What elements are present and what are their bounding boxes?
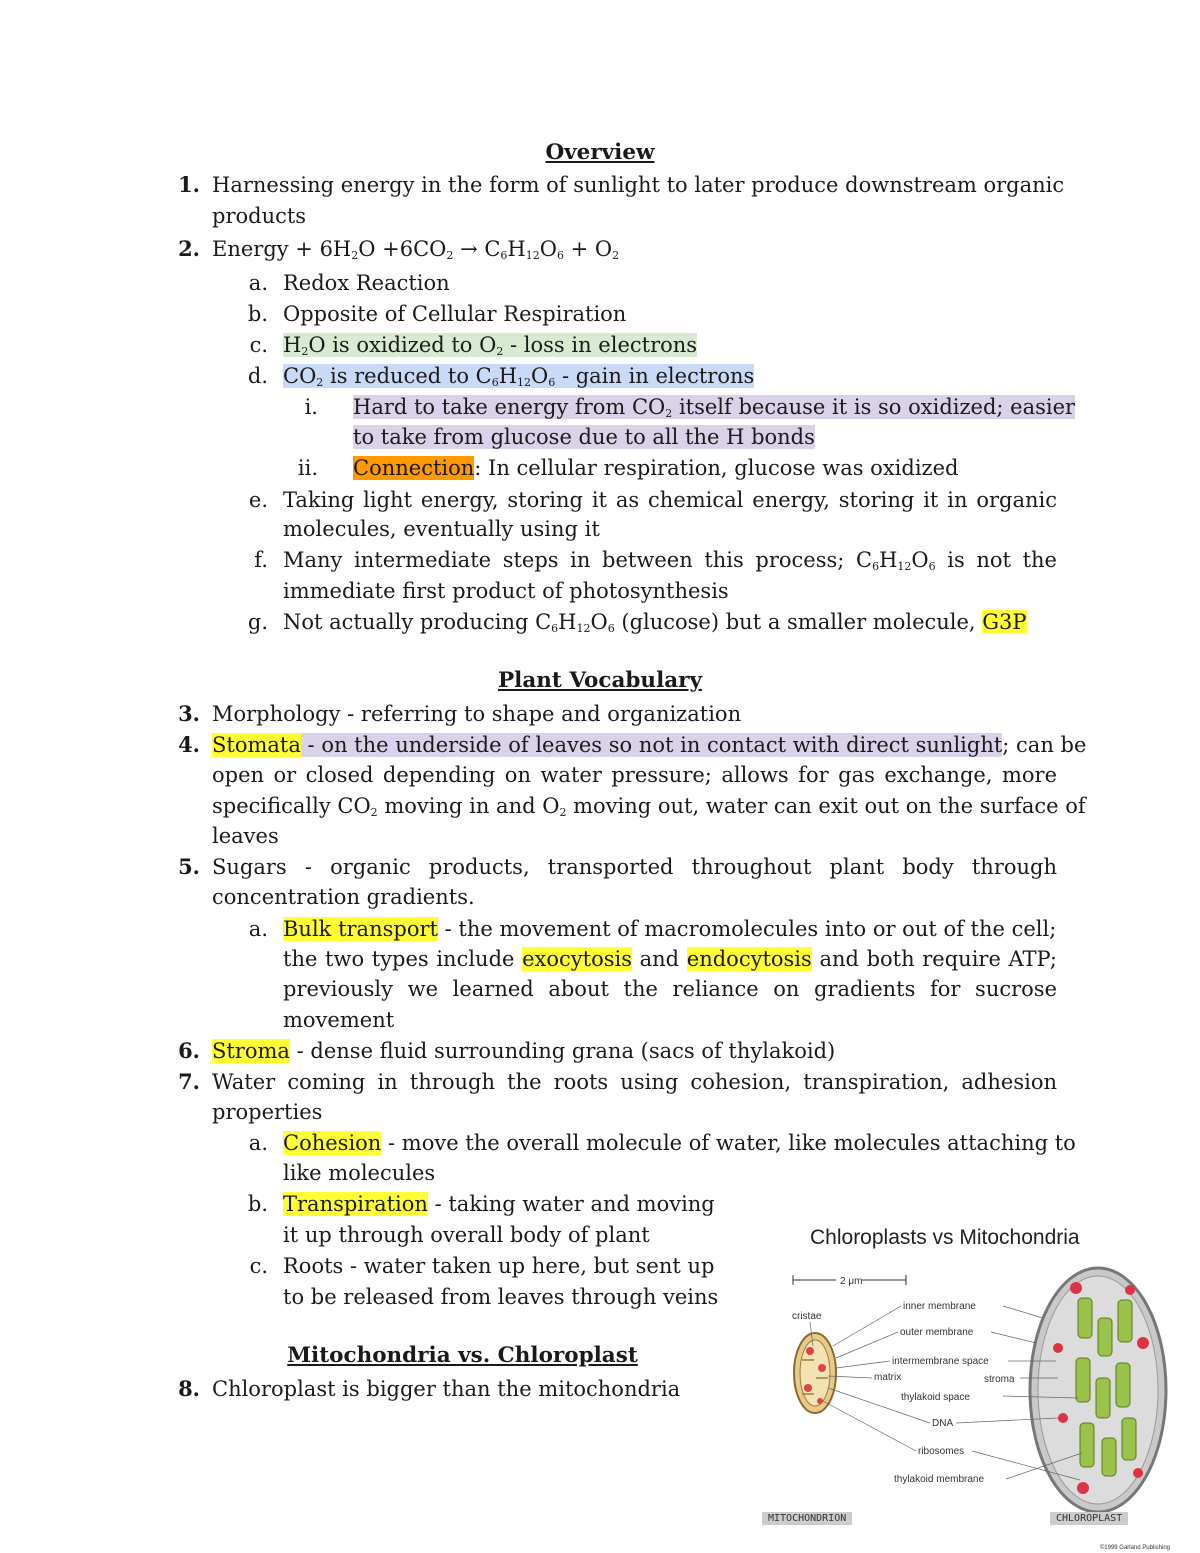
- label-dna: DNA: [932, 1418, 954, 1429]
- item-number: 8.: [178, 1376, 200, 1401]
- sub-letter: c.: [249, 1254, 268, 1278]
- item-number: 5.: [178, 854, 200, 879]
- item-number: 6.: [178, 1038, 200, 1063]
- item-2e-line-2: molecules, eventually using it: [283, 517, 600, 541]
- sub-letter: b.: [247, 302, 268, 326]
- figure-diagram: [758, 1218, 1178, 1553]
- item-2e-line-1: Taking light energy, storing it as chemical energy, storing it in organic: [283, 488, 1057, 512]
- item-7c-line-1: Roots - water taken up here, but sent up: [283, 1254, 715, 1278]
- item-3: Morphology - referring to shape and organization: [212, 702, 742, 726]
- label-inner-membrane: inner membrane: [903, 1301, 976, 1312]
- item-7-line-2: properties: [212, 1100, 323, 1124]
- mito-chloro-heading: Mitochondria vs. Chloroplast: [287, 1343, 638, 1368]
- item-4-line-1: Stomata - on the underside of leaves so not in contact with direct sunlight; can be: [212, 733, 1087, 757]
- mitochondrion-inner: [800, 1340, 830, 1406]
- item-7c-line-2: to be released from leaves through veins: [283, 1285, 719, 1309]
- scale-label: 2 μm: [840, 1276, 863, 1287]
- item-2d-i-line-2: to take from glucose due to all the H bonds: [353, 425, 815, 449]
- item-2g: Not actually producing $C_6H_{12}O_6$ (glucose) but a smaller molecule, G3P: [283, 610, 1027, 635]
- item-2b: Opposite of Cellular Respiration: [283, 302, 627, 326]
- sub-letter: d.: [247, 364, 268, 388]
- item-4-line-2: open or closed depending on water pressure; allows for gas exchange, more: [212, 763, 1057, 787]
- item-1-line-1: Harnessing energy in the form of sunlight to later produce downstream organic: [212, 173, 1065, 197]
- item-2d-ii: Connection: In cellular respiration, glucose was oxidized: [353, 456, 959, 480]
- item-5a-line-4: movement: [283, 1008, 395, 1032]
- item-number: 1.: [178, 172, 200, 197]
- label-matrix: matrix: [874, 1372, 902, 1383]
- item-5-line-2: concentration gradients.: [212, 885, 475, 909]
- item-2a: Redox Reaction: [283, 271, 450, 295]
- sub-roman: i.: [304, 395, 318, 419]
- label-thylakoid-space: thylakoid space: [901, 1392, 970, 1403]
- sub-letter: e.: [248, 488, 268, 512]
- item-number: 4.: [178, 732, 200, 757]
- chloroplast-mitochondria-figure: [758, 1218, 1178, 1553]
- item-2-equation: Energy + $6H_2O +6CO_2 \to C_6H_{12}O_6 + O_2$: [212, 237, 620, 262]
- sub-letter: a.: [248, 917, 268, 941]
- overview-heading: Overview: [545, 140, 655, 165]
- item-7a-line-2: like molecules: [283, 1161, 436, 1185]
- item-8: Chloroplast is bigger than the mitochondria: [212, 1377, 681, 1401]
- label-thylakoid-membrane: thylakoid membrane: [894, 1474, 985, 1485]
- cristae-label: cristae: [792, 1311, 822, 1322]
- sub-letter: b.: [247, 1192, 268, 1216]
- grana-stacks: [1076, 1298, 1136, 1476]
- mito-dna: [804, 1384, 812, 1392]
- item-7b-line-1: Transpiration - taking water and moving: [283, 1192, 715, 1216]
- sub-letter: f.: [254, 548, 268, 572]
- plant-vocabulary-heading: Plant Vocabulary: [498, 668, 702, 693]
- item-7-line-1: Water coming in through the roots using cohesion, transpiration, adhesion: [212, 1070, 1057, 1094]
- mito-dna: [818, 1364, 826, 1372]
- item-2f-line-2: immediate first product of photosynthesis: [283, 579, 729, 603]
- item-5a-line-2: the two types include exocytosis and endocytosis and both require ATP;: [283, 947, 1058, 971]
- item-number: 2.: [178, 236, 200, 261]
- mito-dna: [806, 1347, 814, 1355]
- sub-letter: g.: [247, 610, 268, 634]
- figure-title: Chloroplasts vs Mitochondria: [810, 1226, 1080, 1249]
- sub-roman: ii.: [297, 456, 318, 480]
- chloroplast-tag: CHLOROPLAST: [1050, 1512, 1128, 1525]
- figure-credit: ©1999 Garland Publishing: [1099, 1545, 1170, 1551]
- item-4-line-3: specifically $CO_2$ moving in and $O_2$ moving out, water can exit out on the surface of: [212, 794, 1086, 819]
- item-1-line-2: products: [212, 204, 307, 228]
- item-5-line-1: Sugars - organic products, transported throughout plant body through: [212, 855, 1057, 879]
- item-7b-line-2: it up through overall body of plant: [283, 1223, 650, 1247]
- label-ribosomes: ribosomes: [918, 1446, 965, 1457]
- sub-letter: a.: [248, 1131, 268, 1155]
- item-4-line-4: leaves: [212, 824, 279, 848]
- mitochondrion-tag: MITOCHONDRION: [762, 1512, 852, 1525]
- item-5a-line-1: Bulk transport - the movement of macromolecules into or out of the cell;: [283, 917, 1057, 941]
- item-5a-line-3: previously we learned about the reliance on gradients for sucrose: [283, 977, 1057, 1001]
- label-stroma: stroma: [984, 1374, 1015, 1385]
- item-number: 3.: [178, 701, 200, 726]
- label-intermembrane-space: intermembrane space: [892, 1356, 989, 1367]
- item-number: 7.: [178, 1069, 200, 1094]
- mito-dna: [817, 1398, 823, 1404]
- sub-letter: c.: [249, 333, 268, 357]
- item-6: Stroma - dense fluid surrounding grana (sacs of thylakoid): [212, 1039, 836, 1063]
- sub-letter: a.: [248, 271, 268, 295]
- item-2d-i-line-1: Hard to take energy from $CO_2$ itself because it is so oxidized; easier: [353, 395, 1076, 420]
- item-2f-line-1: Many intermediate steps in between this process; $C_6H_{12}O_6$ is not the: [283, 548, 1057, 573]
- item-2d: $CO_2$ is reduced to $C_6H_{12}O_6$ - gain in electrons: [283, 364, 755, 389]
- label-outer-membrane: outer membrane: [900, 1327, 974, 1338]
- item-7a-line-1: Cohesion - move the overall molecule of water, like molecules attaching to: [283, 1131, 1076, 1155]
- item-2c: $H_2O$ is oxidized to $O_2$ - loss in electrons: [283, 333, 698, 358]
